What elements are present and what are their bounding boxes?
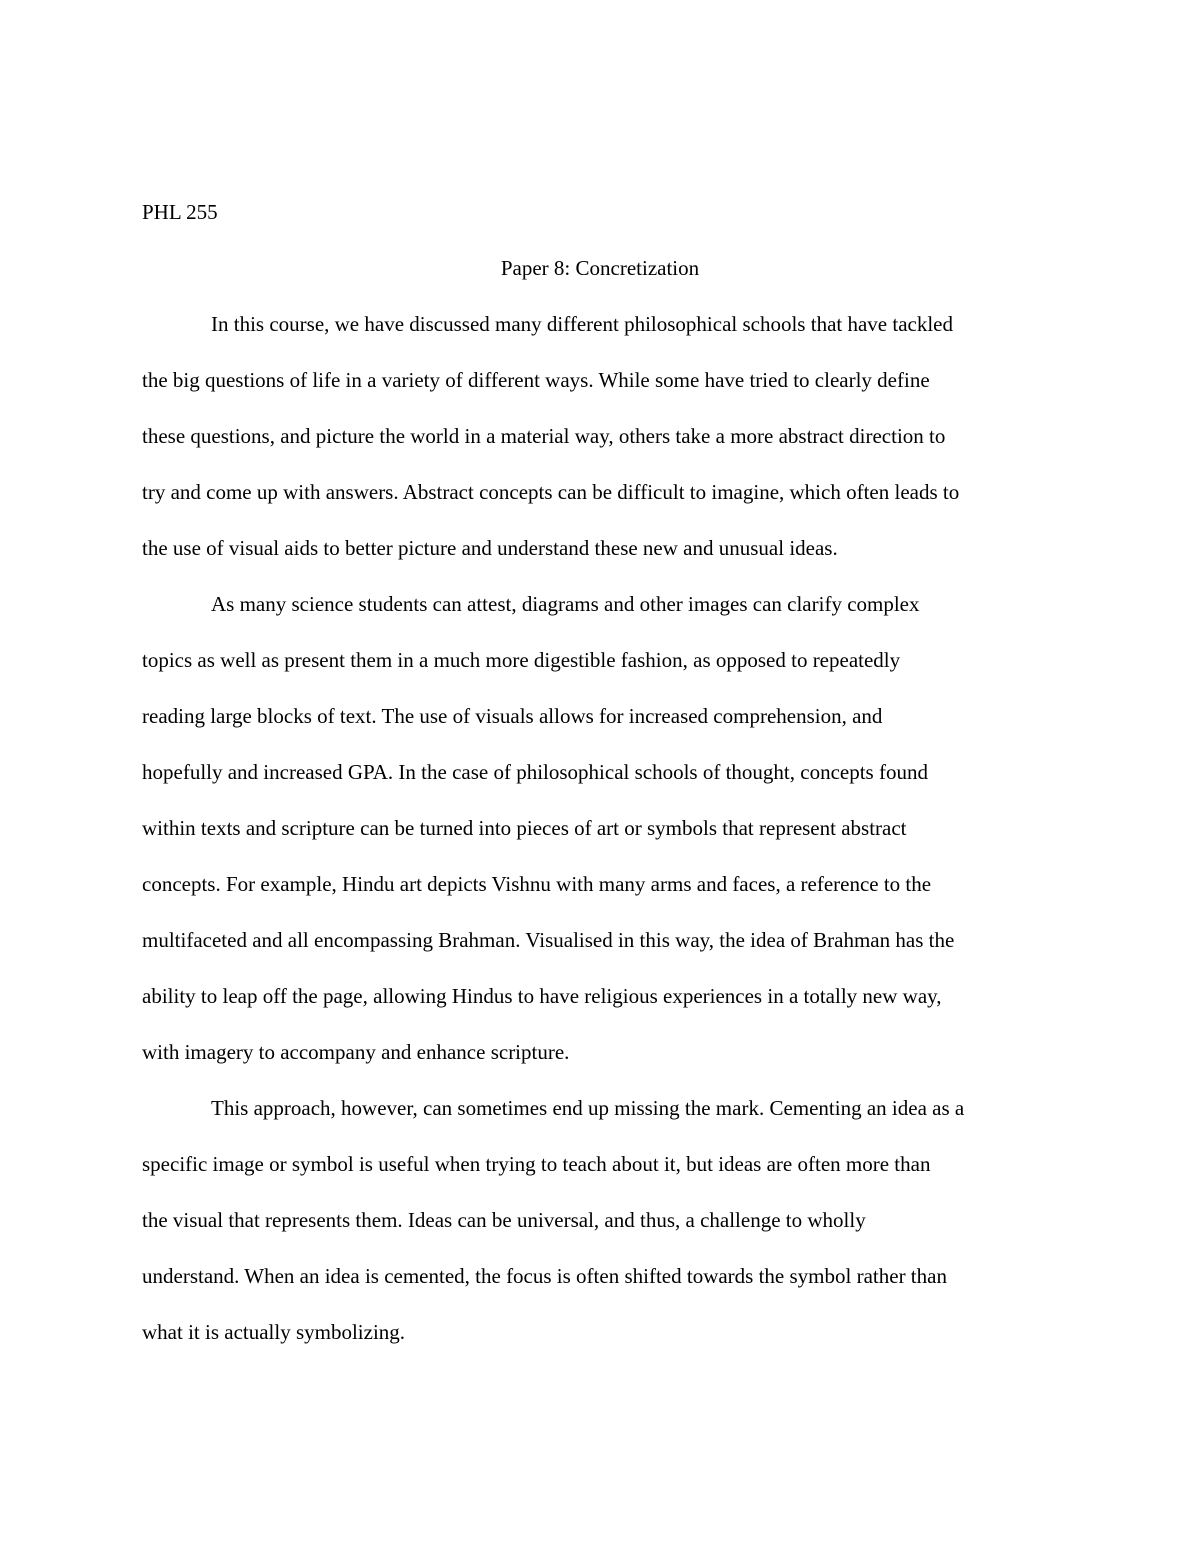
- course-header: PHL 255: [142, 200, 218, 224]
- paragraph-2-line-4: hopefully and increased GPA. In the case of philosophical schools of thought, concepts found: [142, 760, 928, 784]
- paragraph-2-line-2: topics as well as present them in a much more digestible fashion, as opposed to repeatedly: [142, 648, 901, 672]
- paragraph-2-line-5: within texts and scripture can be turned into pieces of art or symbols that represent abstract: [142, 816, 907, 840]
- paragraph-3-line-1: This approach, however, can sometimes end up missing the mark. Cementing an idea as a: [211, 1096, 965, 1120]
- paragraph-2-line-1: As many science students can attest, diagrams and other images can clarify complex: [211, 592, 920, 616]
- paragraph-3-line-2: specific image or symbol is useful when trying to teach about it, but ideas are often more than: [142, 1152, 931, 1176]
- paragraph-3-line-4: understand. When an idea is cemented, the focus is often shifted towards the symbol rather than: [142, 1264, 947, 1288]
- paper-title: Paper 8: Concretization: [500, 256, 700, 280]
- paragraph-2-line-8: ability to leap off the page, allowing Hindus to have religious experiences in a totally new way,: [142, 984, 942, 1008]
- paragraph-1-line-2: the big questions of life in a variety of different ways. While some have tried to clearly define: [142, 368, 930, 392]
- paragraph-1-line-4: try and come up with answers. Abstract concepts can be difficult to imagine, which often leads to: [142, 480, 960, 504]
- paragraph-1-line-5: the use of visual aids to better picture and understand these new and unusual ideas.: [142, 536, 838, 560]
- paragraph-2-line-9: with imagery to accompany and enhance scripture.: [142, 1040, 570, 1064]
- paragraph-3-line-3: the visual that represents them. Ideas can be universal, and thus, a challenge to wholly: [142, 1208, 866, 1232]
- paragraph-2-line-3: reading large blocks of text. The use of visuals allows for increased comprehension, and: [142, 704, 883, 728]
- paragraph-3-line-5: what it is actually symbolizing.: [142, 1320, 406, 1344]
- paragraph-2-line-7: multifaceted and all encompassing Brahman. Visualised in this way, the idea of Brahman has the: [142, 928, 955, 952]
- paragraph-1-line-3: these questions, and picture the world in a material way, others take a more abstract direction to: [142, 424, 946, 448]
- paragraph-1-line-1: In this course, we have discussed many different philosophical schools that have tackled: [211, 312, 953, 336]
- paragraph-2-line-6: concepts. For example, Hindu art depicts Vishnu with many arms and faces, a reference to the: [142, 872, 932, 896]
